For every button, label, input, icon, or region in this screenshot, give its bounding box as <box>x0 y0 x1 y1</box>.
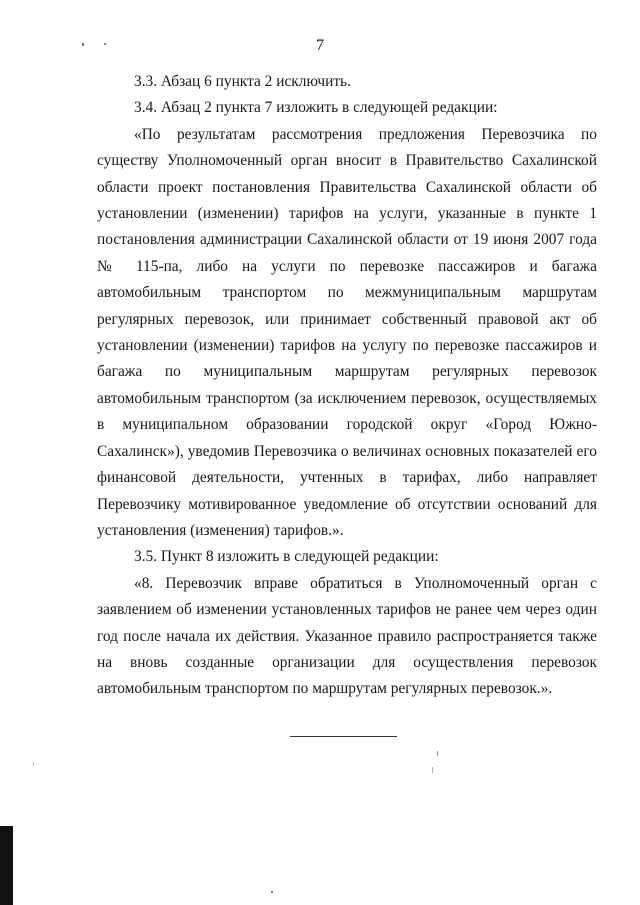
scan-speck <box>437 751 438 756</box>
paragraph-quote-8: «8. Перевозчик вправе обратиться в Уполномоченный орган с заявлением об изменении установленных тарифов не ранее чем через один год после начала их действия. Указанное правило распространяется также на вновь созданные организации для осуществления перевозок автомобильным транспортом по маршрутам регулярных перевозок.». <box>97 574 597 698</box>
paragraph-3-4: 3.4. Абзац 2 пункта 7 изложить в следующей редакции: <box>134 99 498 117</box>
page-number: 7 <box>316 37 324 54</box>
scan-margin-bar <box>0 826 13 905</box>
paragraph-quote-7: «По результатам рассмотрения предложения Перевозчика по существу Уполномоченный орган вносит в Правительство Сахалинской области проект постановления Правительства Сахалинской области об установлении (изменении) тарифов на услуги, указанные в пункте 1 постановления администрации Сахалинской области от 19 июня 2007 года № 115-па, либо на услуги по перевозке пассажиров и багажа автомобильным транспортом по межмуниципальным маршрутам регулярных перевозок, или принимает собственный правовой акт об установлении (изменении) тарифов на услугу по перевозке пассажиров и багажа по муниципальным маршрутам регулярных перевозок автомобильным транспортом (за исключением перевозок, осуществляемых в муниципальном образовании городской округ «Город Южно-Сахалинск»), уведомив Перевозчика о величинах основных показателей его финансовой деятельности, учтенных в тарифах, либо направляет Перевозчику мотивированное уведомление об отсутствии оснований для установления (изменения) тарифов.». <box>97 125 597 539</box>
scan-speck <box>33 762 34 766</box>
scan-speck <box>432 767 433 773</box>
paragraph-3-3: 3.3. Абзац 6 пункта 2 исключить. <box>134 73 351 90</box>
scan-speck <box>271 891 273 893</box>
paragraph-3-5: 3.5. Пункт 8 изложить в следующей редакции: <box>134 548 439 566</box>
end-divider-line <box>290 736 397 737</box>
document-body <box>97 69 597 703</box>
